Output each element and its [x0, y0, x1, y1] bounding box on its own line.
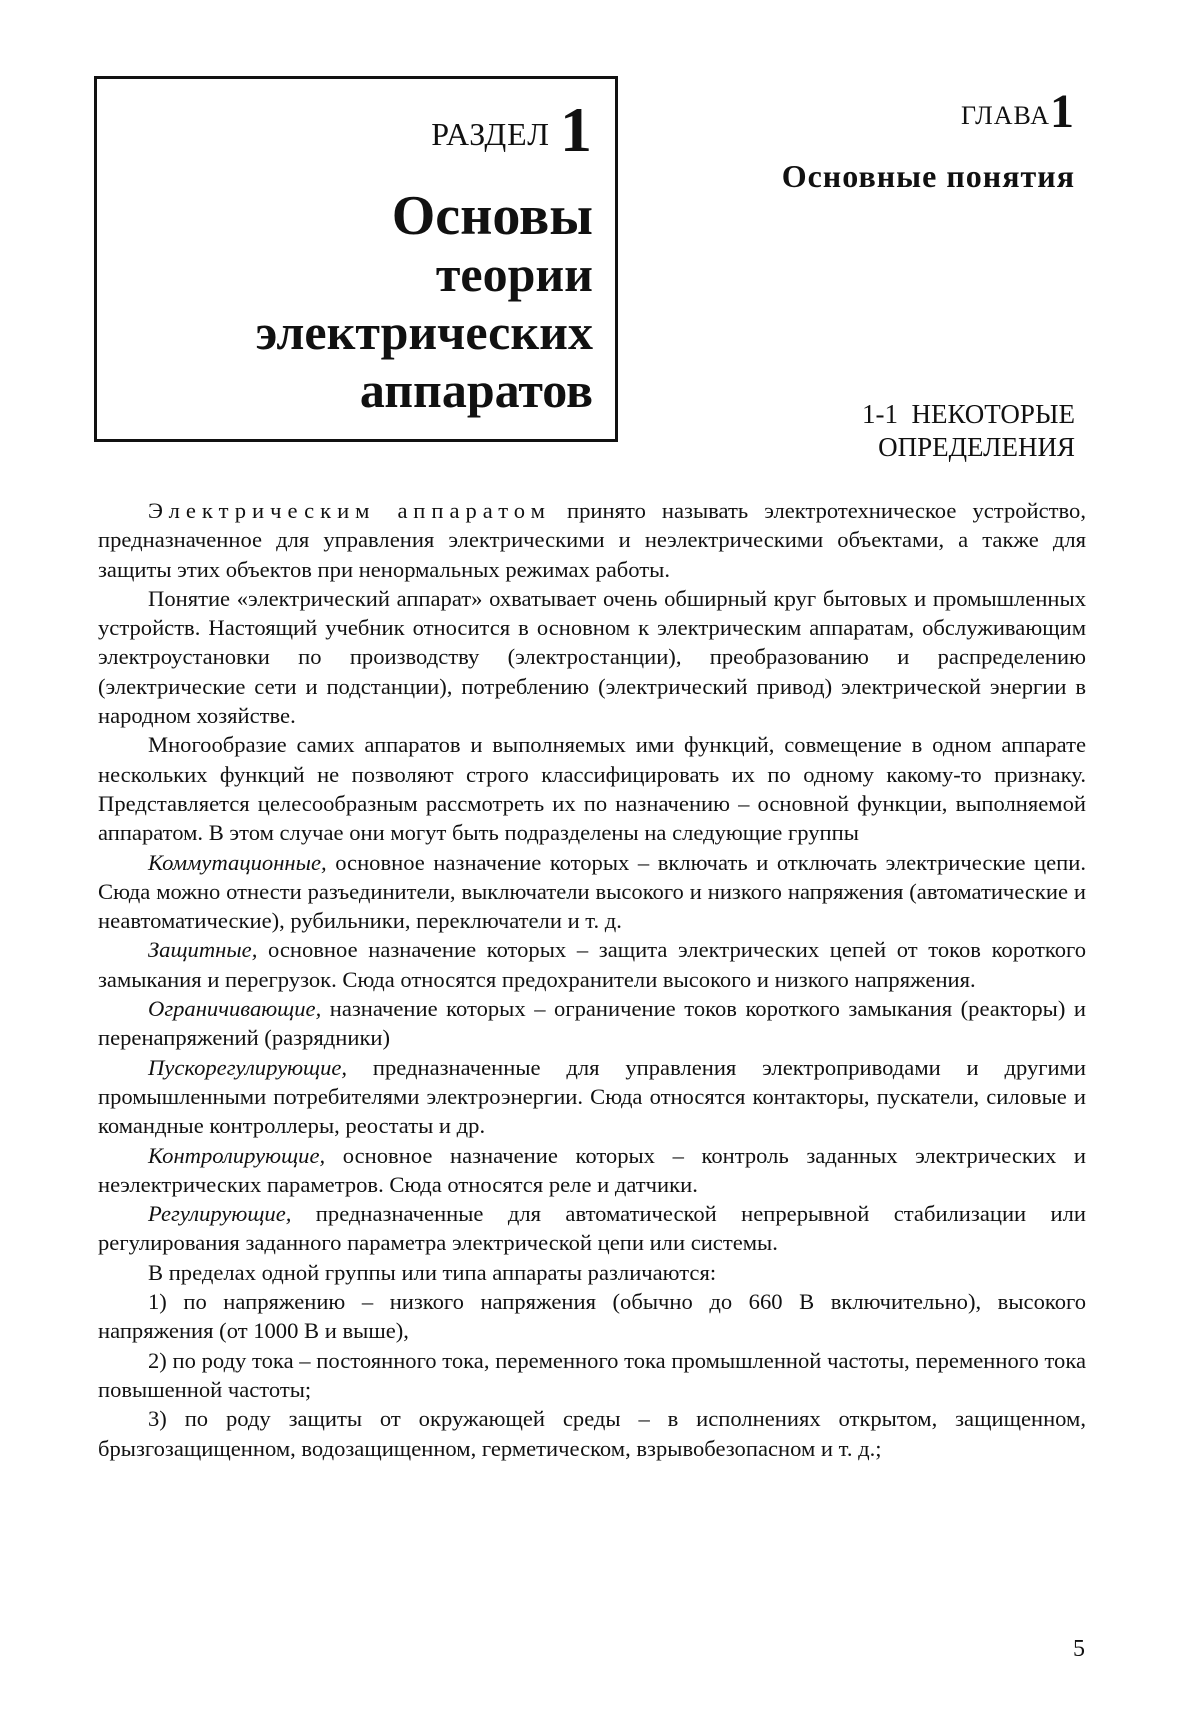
- paragraph-text: 3) по роду защиты от окружающей среды – в исполнениях открытом, защищенном, брызгозащищенном, водозащищенном, герметическом, взрывобезопасном и т. д.;: [98, 1406, 1086, 1461]
- paragraph: [98, 1287, 1086, 1346]
- paragraph-text: В пределах одной группы или типа аппараты различаются:: [148, 1259, 717, 1285]
- subsection-heading: [862, 398, 1075, 464]
- section-number: 1: [560, 94, 593, 165]
- body-text: [98, 496, 1086, 1463]
- section-title-box: [94, 76, 618, 442]
- paragraph: [98, 1199, 1086, 1258]
- chapter-label-text: ГЛАВА: [961, 101, 1050, 130]
- paragraph-lead-term: Регулирующие,: [148, 1201, 292, 1227]
- paragraph-text: 1) по напряжению – низкого напряжения (обычно до 660 В включительно), высокого напряжения (от 1000 В и выше),: [98, 1289, 1086, 1344]
- paragraph: [98, 496, 1086, 584]
- paragraph: [98, 1053, 1086, 1141]
- paragraph: [98, 994, 1086, 1053]
- subsection-title-line: ОПРЕДЕЛЕНИЯ: [878, 432, 1075, 462]
- paragraph-text: принято называть электротехническое устройство, предназначенное для управления электрическими и неэлектрическими объектами, а также для защиты этих объектов при ненормальных режимах работы.: [98, 498, 1086, 582]
- chapter-label: [961, 84, 1075, 139]
- paragraph-text: Понятие «электрический аппарат» охватывает очень обширный круг бытовых и промышленных устройств. Настоящий учебник относится в основном к электрическим аппаратам, обслуживающим электроустановки по производству (электростанции), преобразованию и распределению (электрические сети и подстанции), потреблению (электрический привод) электрической энергии в народном хозяйстве.: [98, 585, 1086, 729]
- section-label-text: РАЗДЕЛ: [431, 116, 550, 152]
- section-title-line: теории: [435, 246, 593, 302]
- paragraph-lead-term: Защитные,: [148, 937, 258, 963]
- paragraph: [98, 1141, 1086, 1200]
- paragraph-lead-term: Ограничивающие,: [148, 996, 322, 1022]
- paragraph-lead-term: Коммутационные,: [148, 849, 327, 875]
- paragraph-text: предназначенные для управления электроприводами и другими промышленными потребителями электроэнергии. Сюда относятся контакторы, пускатели, силовые и командные контроллеры, реостаты и др.: [98, 1054, 1086, 1139]
- paragraph-lead-term: Пускорегулирующие,: [148, 1054, 348, 1080]
- page-number: 5: [1073, 1636, 1085, 1662]
- paragraph: [98, 935, 1086, 994]
- paragraph-text: 2) по роду тока – постоянного тока, переменного тока промышленной частоты, переменного тока повышенной частоты;: [98, 1347, 1086, 1402]
- chapter-number: 1: [1050, 85, 1075, 138]
- paragraph-text: Многообразие самих аппаратов и выполняемых ими функций, совмещение в одном аппарате нескольких функций не позволяют строго классифицировать их по одному какому-то признаку. Представляется целесообразным рассмотреть их по назначению – основной функции, выполняемой аппаратом. В этом случае они могут быть подразделены на следующие группы: [98, 732, 1086, 846]
- paragraph: [98, 1258, 1086, 1287]
- paragraph-lead-term: Электрическим аппаратом: [148, 498, 551, 523]
- section-title: [256, 187, 593, 419]
- paragraph-text: основное назначение которых – контроль заданных электрических и неэлектрических параметров. Сюда относятся реле и датчики.: [98, 1142, 1086, 1197]
- paragraph-text: предназначенные для автоматической непрерывной стабилизации или регулирования заданного параметра электрической цепи или системы.: [98, 1201, 1086, 1256]
- subsection-title-line: НЕКОТОРЫЕ: [911, 399, 1075, 429]
- section-title-line: электрических: [255, 304, 593, 360]
- chapter-title: Основные понятия: [781, 158, 1075, 194]
- paragraph: [98, 1346, 1086, 1405]
- paragraph: [98, 584, 1086, 730]
- subsection-number: 1-1: [861, 399, 898, 429]
- section-label: [431, 93, 593, 167]
- section-title-line: аппаратов: [359, 362, 593, 418]
- paragraph-text: основное назначение которых – защита электрических цепей от токов короткого замыкания и перегрузок. Сюда относятся предохранители высокого и низкого напряжения.: [98, 937, 1086, 992]
- paragraph-lead-term: Контролирующие,: [148, 1142, 326, 1168]
- paragraph: [98, 1404, 1086, 1463]
- paragraph: [98, 730, 1086, 847]
- paragraph: [98, 848, 1086, 936]
- paragraph-text: назначение которых – ограничение токов короткого замыкания (реакторы) и перенапряжений (разрядники): [98, 996, 1086, 1051]
- section-title-line: Основы: [391, 185, 593, 247]
- paragraph-text: основное назначение которых – включать и отключать электрические цепи. Сюда можно отнести разъединители, выключатели высокого и низкого напряжения (автоматические и неавтоматические), рубильники, переключатели и т. д.: [98, 849, 1086, 934]
